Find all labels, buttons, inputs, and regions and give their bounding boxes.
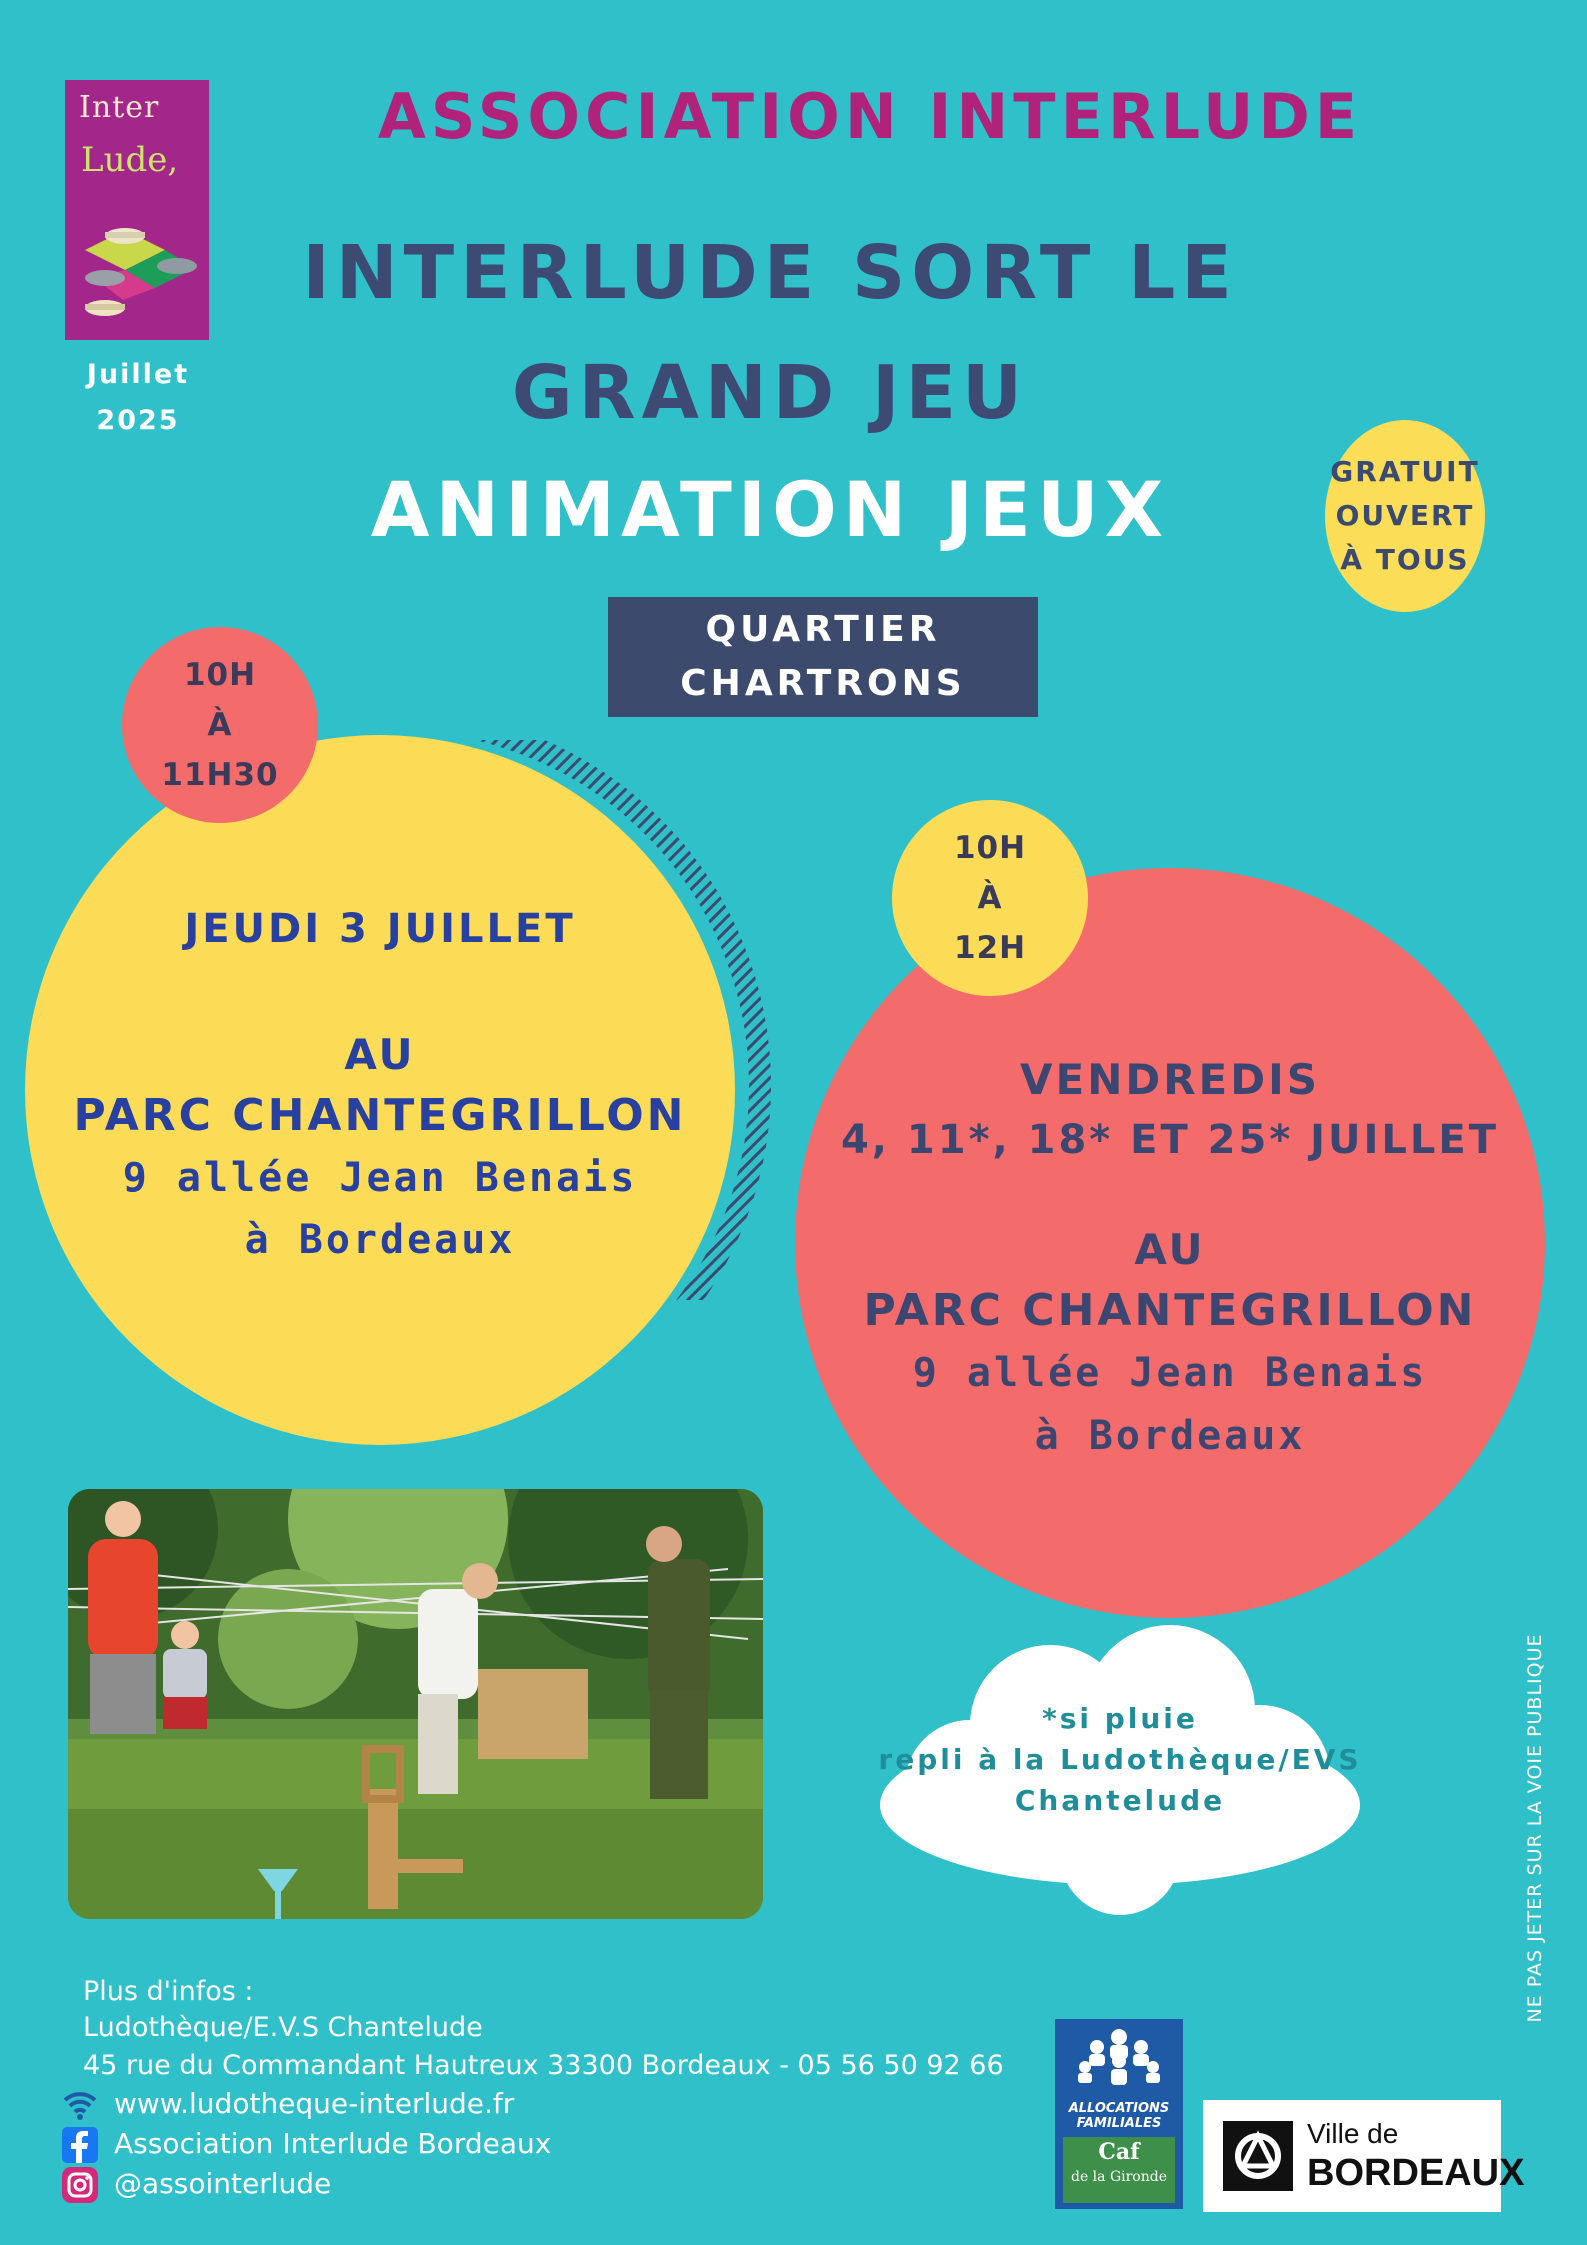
event-1-start: 10H xyxy=(183,657,257,693)
event-2-day: VENDREDIS xyxy=(1020,1055,1320,1104)
caf-people-icon xyxy=(1055,2019,1183,2099)
event-2-sep: À xyxy=(977,880,1003,916)
info-org: Ludothèque/E.V.S Chantelude xyxy=(83,2012,483,2043)
facebook-link[interactable]: Association Interlude Bordeaux xyxy=(114,2127,552,2160)
logo-line-2: Lude, xyxy=(81,140,179,180)
event-1-sep: À xyxy=(207,707,233,743)
event-2-dates: 4, 11*, 18* ET 25* JUILLET xyxy=(840,1117,1500,1163)
caf-line-3: Caf xyxy=(1098,2139,1140,2165)
year-label: 2025 xyxy=(96,405,180,436)
event-1-street: 9 allée Jean Benais xyxy=(122,1155,638,1201)
event-1-end: 11H30 xyxy=(161,757,279,793)
month-label: Juillet xyxy=(86,359,190,390)
event-photo xyxy=(68,1489,763,1919)
facebook-icon xyxy=(62,2127,98,2163)
event-1-au: AU xyxy=(344,1030,416,1079)
event-1-place: PARC CHANTEGRILLON xyxy=(73,1090,687,1141)
logo-line-1: Inter xyxy=(79,90,160,125)
badge-line-2: OUVERT xyxy=(1335,499,1475,532)
event-2-start: 10H xyxy=(953,830,1027,866)
rain-line-3: Chantelude xyxy=(1014,1784,1226,1817)
quartier-line-2: CHARTRONS xyxy=(680,663,966,704)
park-game-photo xyxy=(68,1489,763,1919)
caf-logo xyxy=(1055,2019,1183,2209)
facebook-row[interactable] xyxy=(62,2124,551,2164)
quartier-line-1: QUARTIER xyxy=(705,609,941,650)
caf-line-1: ALLOCATIONS xyxy=(1068,2101,1170,2116)
event-2-street: 9 allée Jean Benais xyxy=(912,1350,1428,1396)
wifi-icon xyxy=(62,2087,98,2123)
event-1-day: JEUDI 3 JUILLET xyxy=(184,906,576,952)
info-address: 45 rue du Commandant Hautreux 33300 Bordeaux - 05 56 50 92 66 xyxy=(83,2050,1004,2081)
event-1-city: à Bordeaux xyxy=(244,1217,516,1263)
rain-line-1: *si pluie xyxy=(1042,1702,1198,1735)
title-line-1: INTERLUDE SORT LE xyxy=(302,230,1238,316)
website-link[interactable]: www.ludotheque-interlude.fr xyxy=(114,2087,515,2120)
rain-notice xyxy=(870,1698,1370,1821)
vertical-notice xyxy=(1515,1617,1555,2057)
association-title: ASSOCIATION INTERLUDE xyxy=(377,80,1363,153)
title-line-2: GRAND JEU xyxy=(511,350,1029,436)
title-line-3: ANIMATION JEUX xyxy=(370,465,1170,554)
ville-line-2: BORDEAUX xyxy=(1307,2152,1525,2194)
event-2-time xyxy=(892,800,1088,996)
instagram-row[interactable] xyxy=(62,2164,331,2204)
bordeaux-emblem-icon xyxy=(1223,2121,1293,2191)
instagram-link[interactable]: @assointerlude xyxy=(114,2167,332,2200)
event-2-city: à Bordeaux xyxy=(1034,1413,1306,1459)
ville-line-1: Ville de xyxy=(1307,2118,1399,2149)
website-row[interactable] xyxy=(62,2084,514,2124)
vertical-notice-text: NE PAS JETER SUR LA VOIE PUBLIQUE xyxy=(1524,1633,1546,2023)
badge-line-1: GRATUIT xyxy=(1330,455,1480,488)
ville-bordeaux-logo xyxy=(1203,2100,1525,2212)
event-1-time xyxy=(122,627,318,823)
event-2-place: PARC CHANTEGRILLON xyxy=(863,1285,1477,1336)
caf-line-2: FAMILIALES xyxy=(1076,2116,1162,2131)
rain-line-2: repli à la Ludothèque/EVS xyxy=(878,1743,1362,1776)
event-2-au: AU xyxy=(1134,1225,1206,1274)
badge-line-3: À TOUS xyxy=(1340,543,1470,576)
caf-line-4: de la Gironde xyxy=(1070,2169,1168,2185)
info-label: Plus d'infos : xyxy=(83,1976,254,2007)
event-2-end: 12H xyxy=(953,930,1027,966)
instagram-icon xyxy=(62,2167,98,2203)
